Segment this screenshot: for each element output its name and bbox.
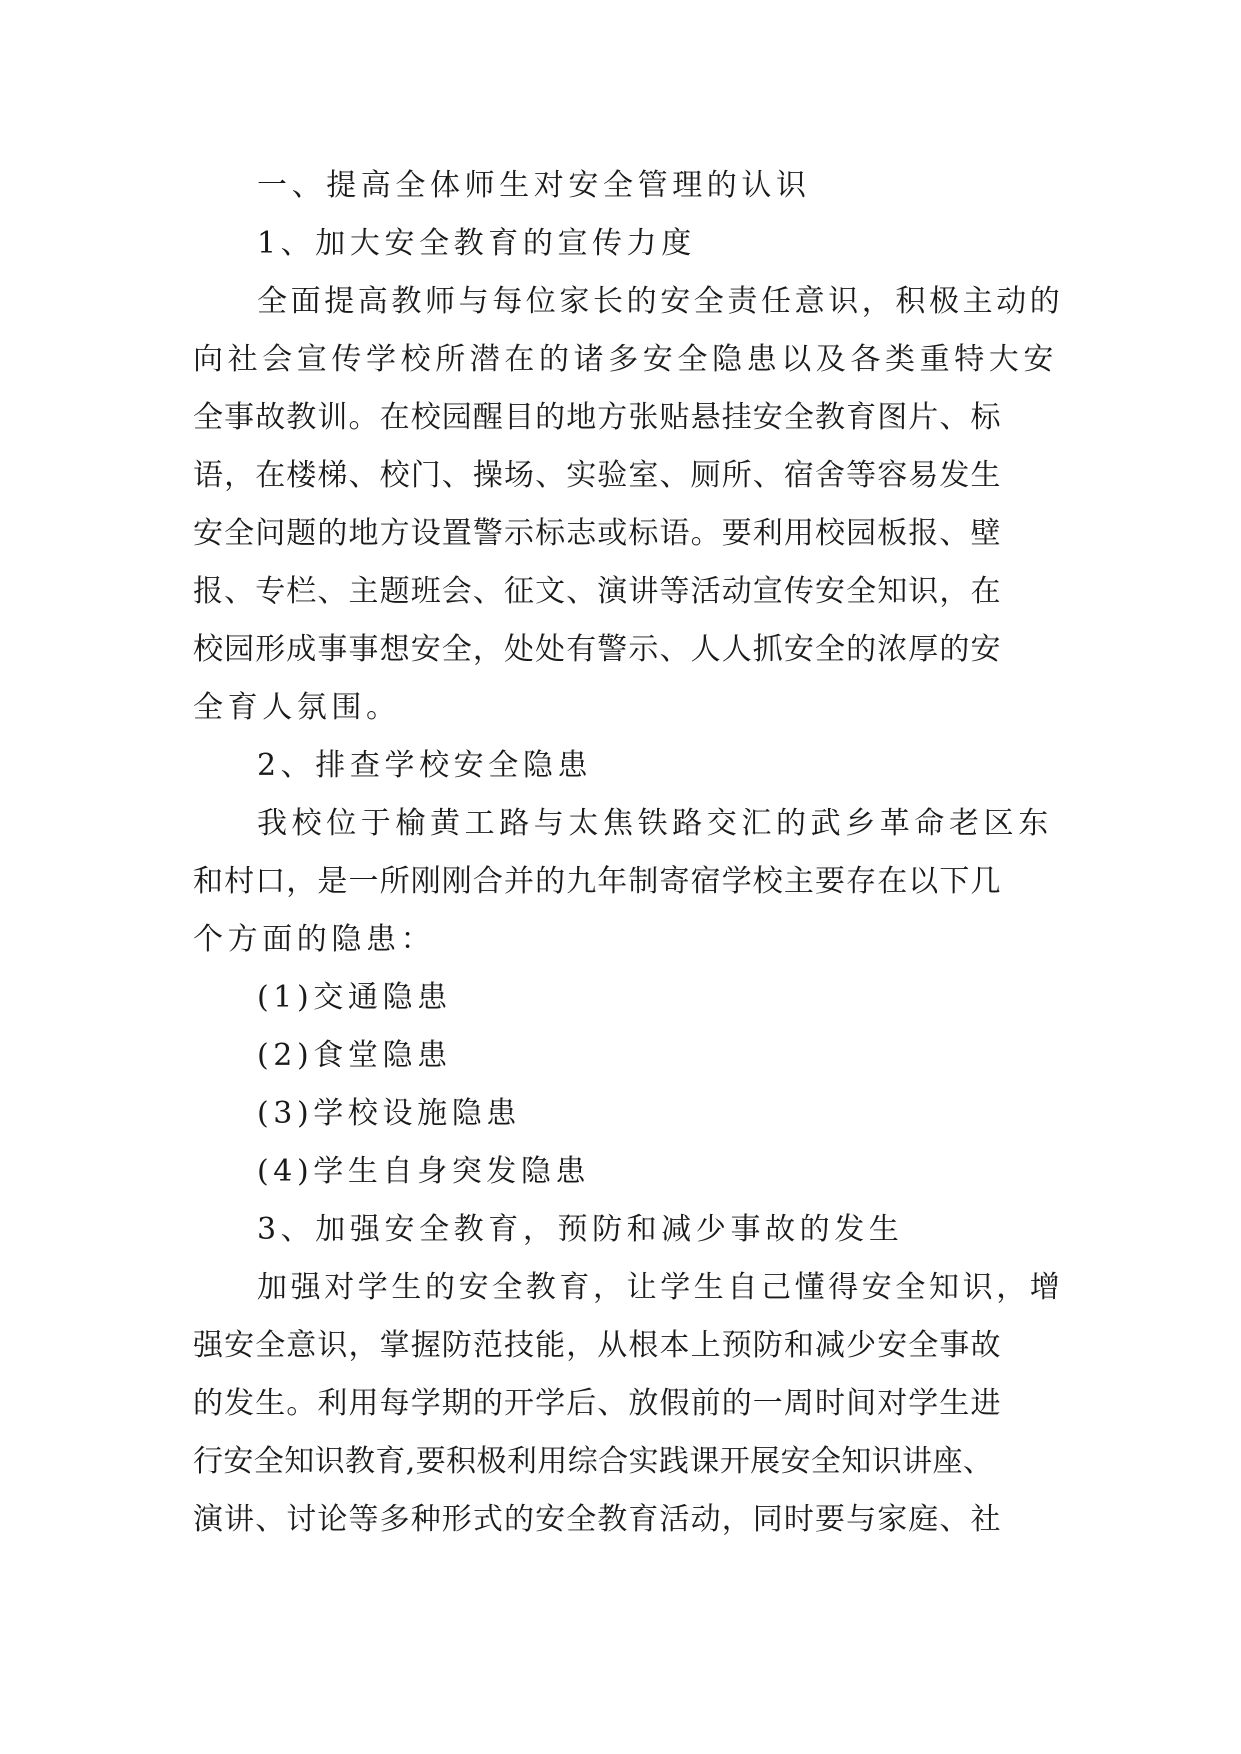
text-line: 3、加强安全教育，预防和减少事故的发生	[257, 1212, 904, 1247]
text-line: 行安全知识教育,要积极利用综合实践课开展安全知识讲座、	[193, 1444, 994, 1479]
document-body	[193, 157, 1064, 1549]
text-line: (1)交通隐患	[257, 980, 452, 1015]
text-line: 的发生。利用每学期的开学后、放假前的一周时间对学生进	[193, 1386, 1002, 1421]
text-line: 演讲、讨论等多种形式的安全教育活动，同时要与家庭、社	[193, 1502, 1002, 1537]
text-line: 1、加大安全教育的宣传力度	[257, 226, 696, 261]
text-line: 我校位于榆黄工路与太焦铁路交汇的武乡革命老区东	[257, 806, 1053, 841]
text-line: 加强对学生的安全教育，让学生自己懂得安全知识，增	[257, 1270, 1064, 1305]
text-line: 全面提高教师与每位家长的安全责任意识，积极主动的	[257, 284, 1064, 319]
text-line: 和村口，是一所刚刚合并的九年制寄宿学校主要存在以下几	[193, 864, 1002, 899]
text-line: 全育人氛围。	[193, 690, 401, 725]
text-line: 校园形成事事想安全，处处有警示、人人抓安全的浓厚的安	[193, 632, 1002, 667]
text-line: 全事故教训。在校园醒目的地方张贴悬挂安全教育图片、标	[193, 400, 1002, 435]
text-line: (2)食堂隐患	[257, 1038, 452, 1073]
text-line: 报、专栏、主题班会、征文、演讲等活动宣传安全知识，在	[193, 574, 1002, 609]
text-line: 强安全意识，掌握防范技能，从根本上预防和减少安全事故	[193, 1328, 1002, 1363]
text-line: 安全问题的地方设置警示标志或标语。要利用校园板报、壁	[193, 516, 1002, 551]
text-line: (3)学校设施隐患	[257, 1096, 521, 1131]
text-line: 语，在楼梯、校门、操场、实验室、厕所、宿舍等容易发生	[193, 458, 1002, 493]
text-line: (4)学生自身突发隐患	[257, 1154, 591, 1189]
text-line: 2、排查学校安全隐患	[257, 748, 593, 783]
text-line: 一、提高全体师生对安全管理的认识	[257, 168, 811, 203]
text-line: 向社会宣传学校所潜在的诸多安全隐患以及各类重特大安	[193, 342, 1058, 377]
text-line: 个方面的隐患：	[193, 922, 436, 957]
